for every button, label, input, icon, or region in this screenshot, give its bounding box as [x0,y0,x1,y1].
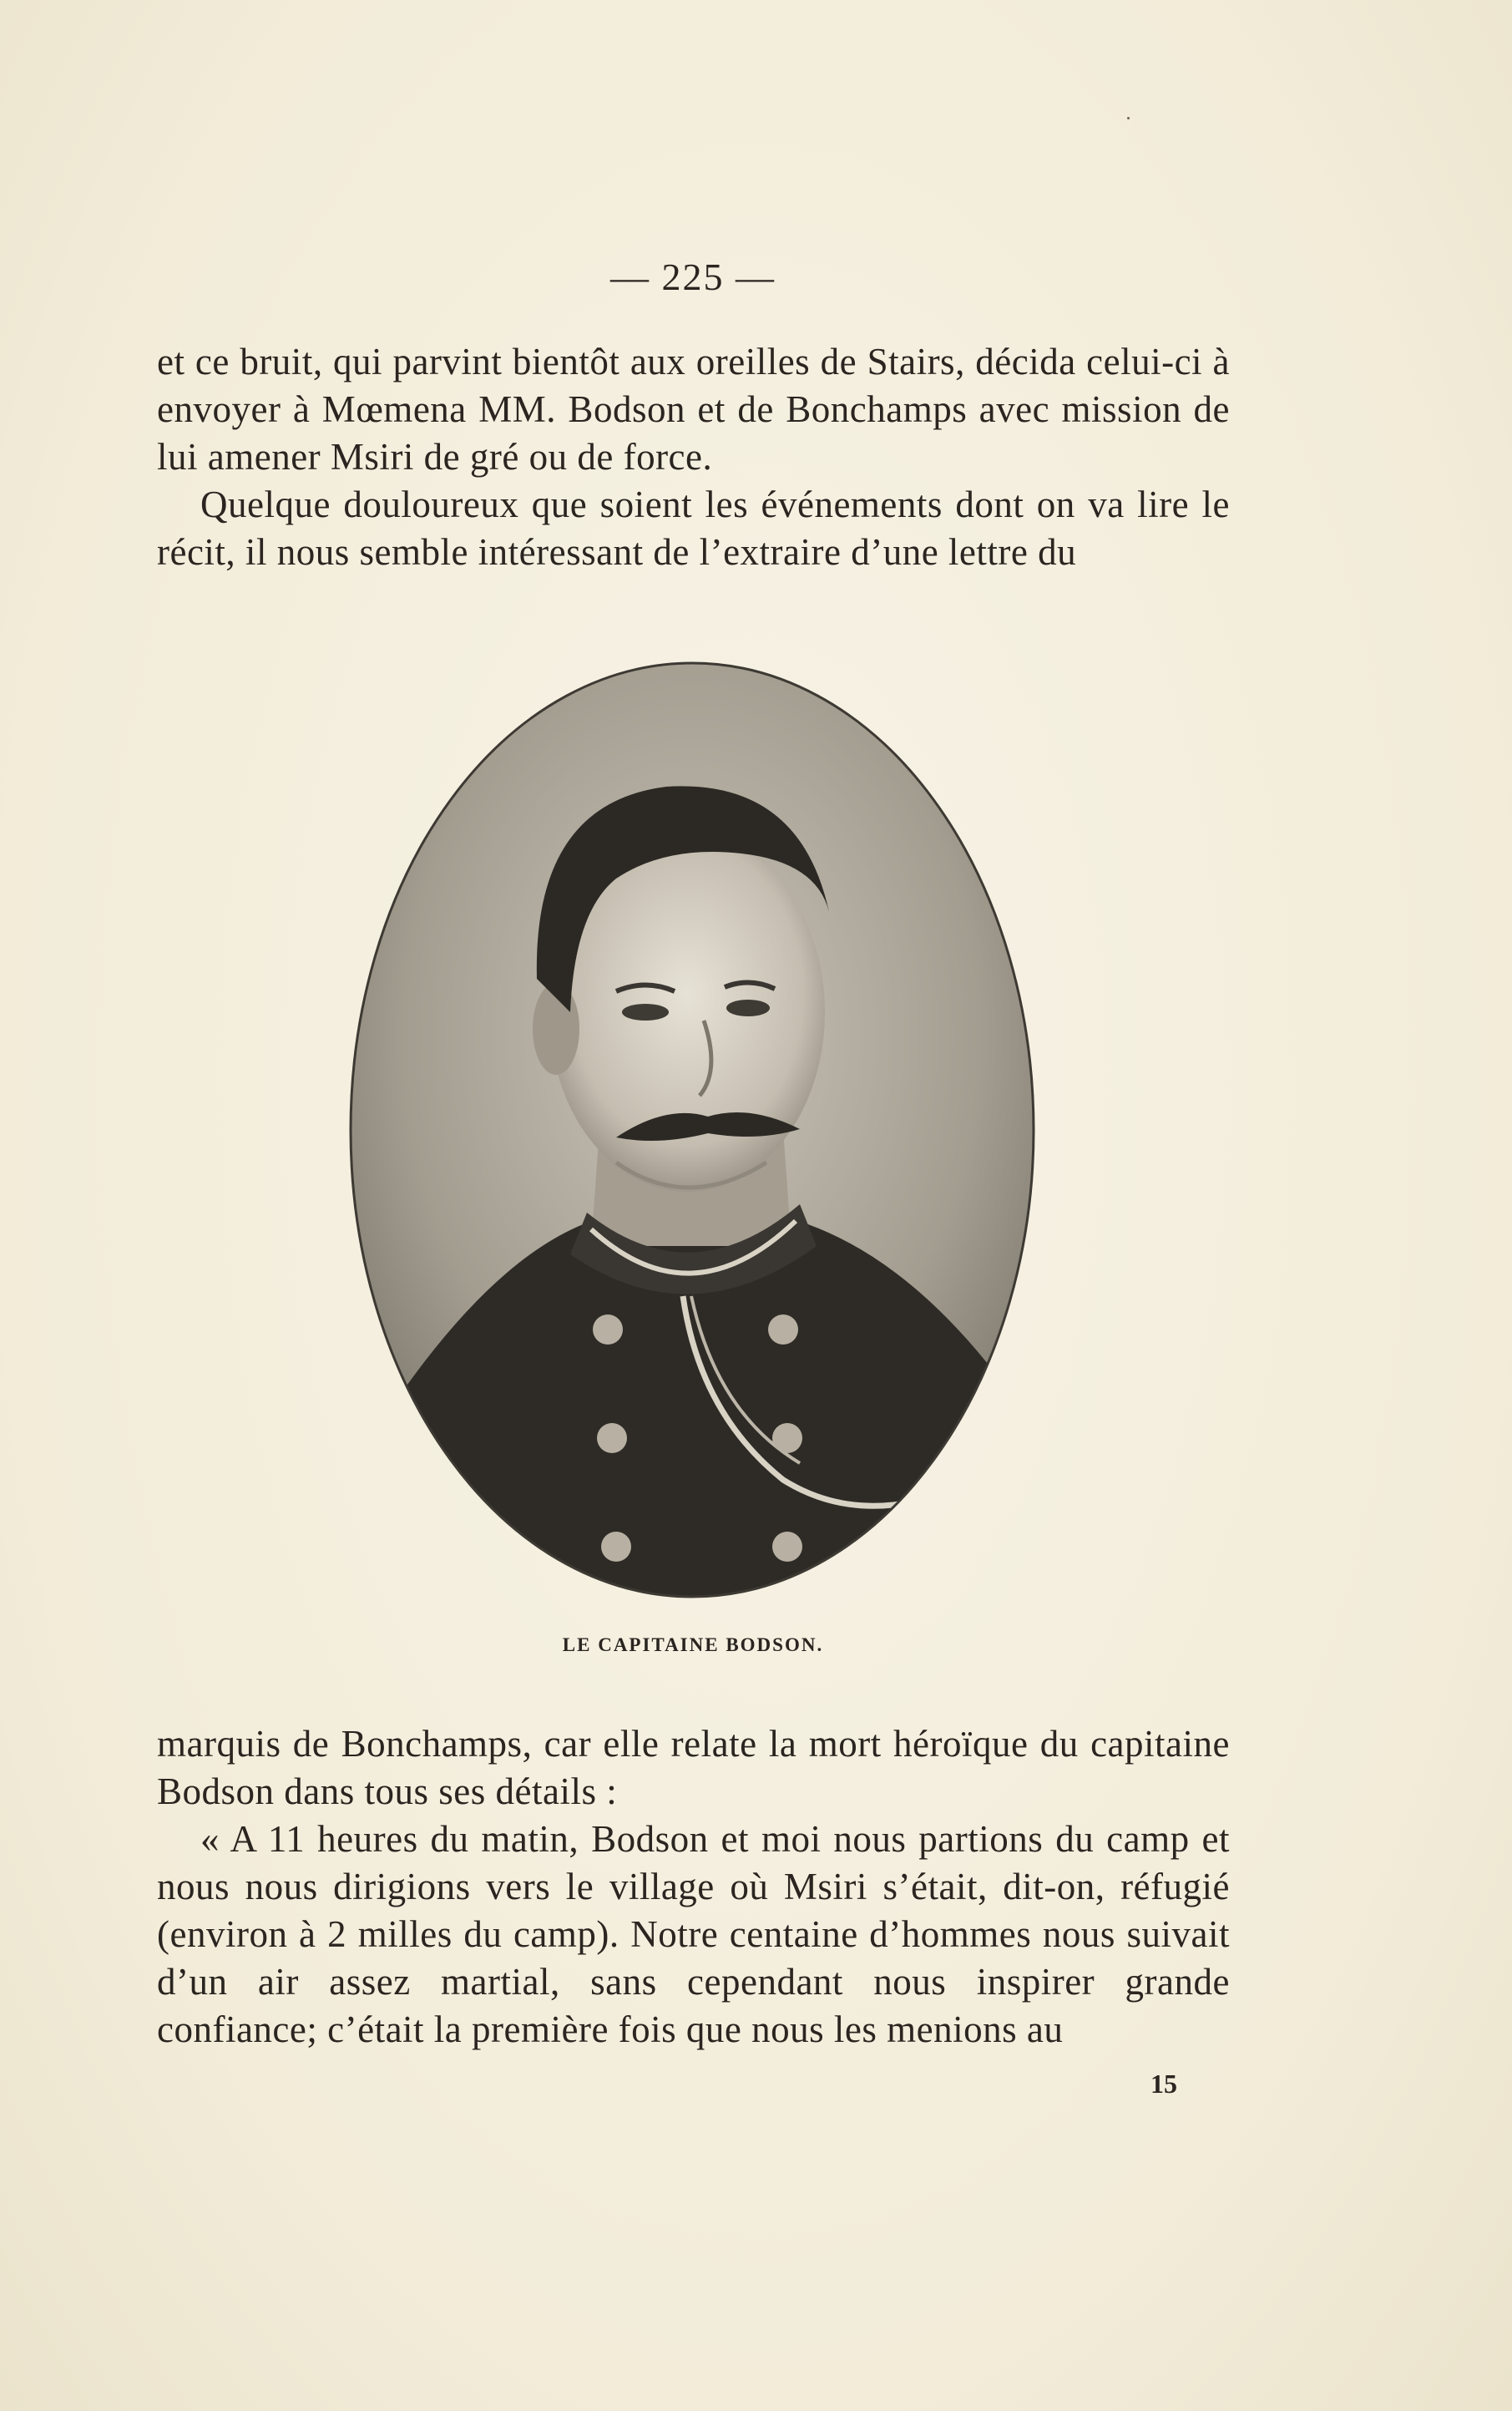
signature-mark: 15 [1150,2069,1177,2099]
text-block-top [157,338,1230,576]
figure-caption: LE CAPITAINE BODSON. [562,1634,824,1655]
portrait-figure [349,661,1035,1598]
page-number: — 225 — [610,256,776,298]
paper-speck [1127,117,1130,119]
text-block-bottom [157,1720,1230,2054]
paragraph-3: marquis de Bonchamps, car elle relate la mort héroïque du capitaine Bodson dans tous ses détails : [157,1723,1230,1812]
portrait-photo [349,661,1035,1598]
paragraph-2: Quelque douloureux que soient les événements dont on va lire le récit, il nous semble intéressant de l’extraire d’une lettre du [157,484,1230,573]
paragraph-4: « A 11 heures du matin, Bodson et moi nous partions du camp et nous nous dirigions vers le village où Msiri s’était, dit-on, réfugié (environ à 2 milles du camp). Notre centaine d’hommes nous suivait d’un air assez martial, sans cependant nous inspirer grande confiance; c’était la première fois que nous les menions au [157,1818,1230,2050]
paragraph-1: et ce bruit, qui parvint bientôt aux oreilles de Stairs, décida celui-ci à envoyer à Mœmena MM. Bodson et de Bonchamps avec mission de lui amener Msiri de gré ou de force. [157,341,1230,478]
